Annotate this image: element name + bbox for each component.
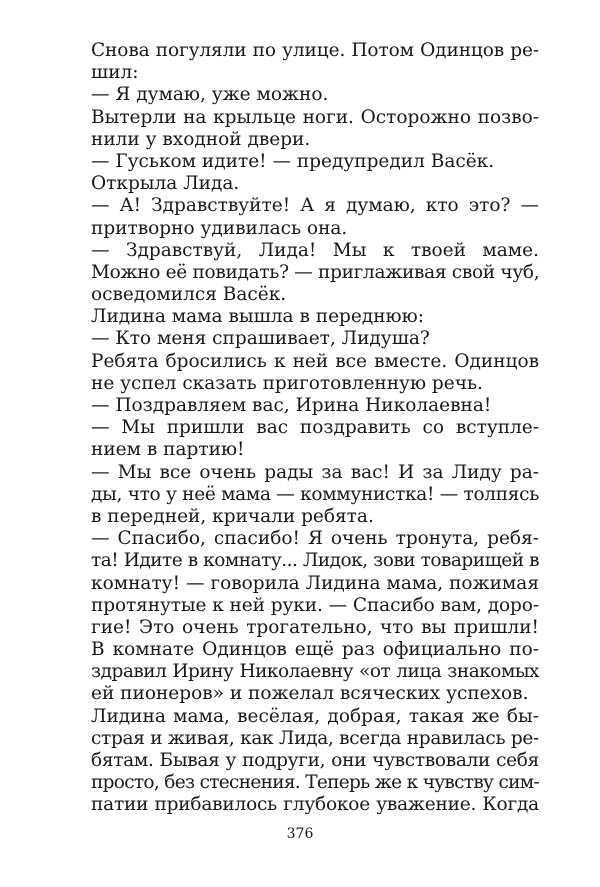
text-line: осведомился Васёк.: [91, 284, 287, 306]
text-line: шил:: [91, 62, 139, 84]
text-line: — А! Здравствуйте! А я думаю, кто это? —: [91, 195, 539, 217]
text-line: — Я думаю, уже можно.: [91, 84, 329, 106]
page-body-text: [91, 40, 539, 817]
text-line: Можно её повидать? — приглаживая свой чуб,: [91, 261, 540, 283]
text-line: Снова погуляли по улице. Потом Одинцов ре-: [91, 40, 539, 61]
text-line: — Спасибо, спасибо! Я очень тронута, ребя-: [91, 528, 539, 550]
text-line: ды, что у неё мама — коммунистка! — толпясь: [91, 483, 539, 505]
text-line: бятам. Бывая у подруги, они чувствовали себя: [91, 750, 539, 771]
text-line: страя и живая, как Лида, всегда нравилась ре-: [91, 727, 539, 749]
text-line: не успел сказать приготовленную речь.: [91, 372, 483, 394]
text-line: — Мы пришли вас поздравить со вступле-: [91, 417, 539, 439]
text-line: — Поздравляем вас, Ирина Николаевна!: [91, 395, 492, 416]
text-line: Лидина мама, весёлая, добрая, такая же бы-: [91, 705, 539, 727]
text-line: просто, без стеснения. Теперь же к чувству сим-: [91, 772, 539, 794]
text-line: комнату! — говорила Лидина мама, пожимая: [91, 572, 539, 594]
text-line: — Кто меня спрашивает, Лидуша?: [91, 328, 430, 350]
text-line: здравил Ирину Николаевну «от лица знакомых: [91, 661, 539, 683]
text-line: протянутые к ней руки. — Спасибо вам, доро-: [91, 594, 539, 616]
text-line: нили у входной двери.: [91, 128, 311, 150]
page-number: 376: [286, 826, 314, 842]
text-line: притворно удивилась она.: [91, 217, 348, 239]
text-line: ей пионеров» и пожелал всяческих успехов.: [91, 683, 529, 705]
text-line: Вытерли на крыльце ноги. Осторожно позво-: [91, 106, 539, 128]
text-line: — Мы все очень рады за вас! И за Лиду ра-: [91, 461, 539, 483]
text-line: — Гуськом идите! — предупредил Васёк.: [91, 150, 495, 172]
text-line: патии прибавилось глубокое уважение. Когда: [91, 794, 539, 816]
text-line: нием в партию!: [91, 439, 245, 461]
text-line: гие! Это очень трогательно, что вы пришли!: [91, 616, 539, 638]
text-line: — Здравствуй, Лида! Мы к твоей маме.: [91, 239, 539, 261]
text-line: В комнате Одинцов ещё раз официально по-: [91, 639, 539, 661]
text-line: в передней, кричали ребята.: [91, 505, 374, 527]
text-line: Ребята бросились к ней все вместе. Одинцов: [91, 350, 539, 372]
text-line: Открыла Лида.: [91, 173, 240, 195]
text-line: Лидина мама вышла в переднюю:: [91, 306, 424, 328]
text-line: та! Идите в комнату... Лидок, зови товарищей в: [91, 550, 539, 572]
